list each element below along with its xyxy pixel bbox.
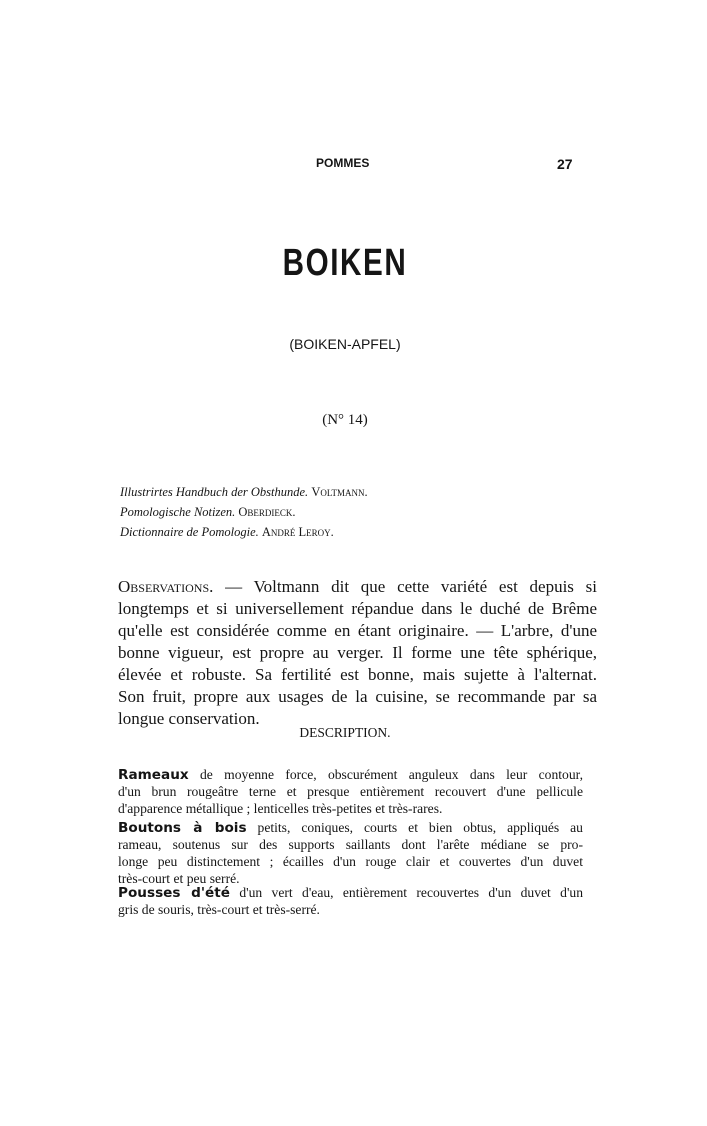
observations-line: longue conservation. xyxy=(118,709,260,728)
description-line: d'apparence métallique ; lenticelles très-petites et très-rares. xyxy=(118,801,443,816)
observations-line: longtemps et si universellement répandue dans le duché de Brême xyxy=(118,599,597,618)
description-line: Pousses d'été d'un vert d'eau, entièrement recouvertes d'un duvet d'un xyxy=(118,885,583,901)
reference: Dictionnaire de Pomologie. André Leroy. xyxy=(120,525,334,539)
page-title: BOIKEN xyxy=(282,242,408,284)
reference: Illustrirtes Handbuch der Obsthunde. Voltmann. xyxy=(120,485,368,499)
description-line: gris de souris, très-court et très-serré. xyxy=(118,902,320,917)
description-line: très-court et peu serré. xyxy=(118,871,240,886)
reference: Pomologische Notizen. Oberdieck. xyxy=(120,505,296,519)
description-line: Rameaux de moyenne force, obscurément anguleux dans leur contour, xyxy=(118,767,583,783)
observations-line: qu'elle est considérée comme en étant originaire. — L'arbre, d'une xyxy=(118,621,597,640)
description-line: rameau, soutenus sur des supports saillants dont l'arête médiane se pro- xyxy=(118,837,583,852)
variety-number: (N° 14) xyxy=(322,412,368,428)
synonym: (BOIKEN-APFEL) xyxy=(289,336,401,352)
observations-line: Son fruit, propre aux usages de la cuisine, se recommande par sa xyxy=(118,687,597,706)
description-line: Boutons à bois petits, coniques, courts et bien obtus, appliqués au xyxy=(118,820,583,836)
running-title: POMMES xyxy=(316,156,370,170)
section-heading: DESCRIPTION. xyxy=(299,725,391,740)
observations-line: bonne vigueur, est propre au verger. Il forme une tête sphérique, xyxy=(118,643,597,662)
observations-line: Observations. — Voltmann dit que cette variété est depuis si xyxy=(118,577,598,596)
description-line: longe peu distinctement ; écailles d'un rouge clair et couvertes d'un duvet xyxy=(118,854,583,869)
observations-line: élevée et robuste. Sa fertilité est bonne, mais sujette à l'alternat. xyxy=(118,665,597,684)
description-line: d'un brun rougeâtre terne et presque entièrement recouvert d'une pellicule xyxy=(118,784,583,799)
page-number: 27 xyxy=(557,156,573,172)
